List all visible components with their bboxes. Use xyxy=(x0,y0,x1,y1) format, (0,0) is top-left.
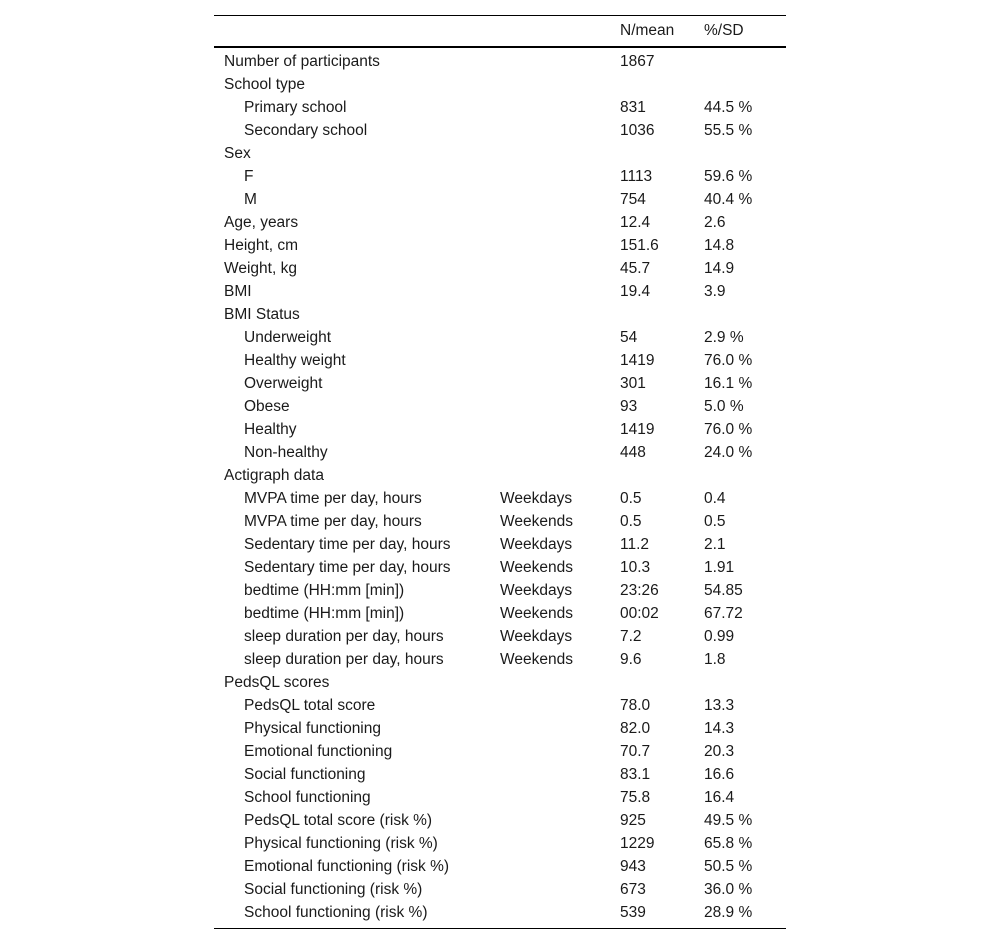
table-row xyxy=(214,717,786,740)
row-n-mean: 75.8 xyxy=(620,789,651,806)
row-sublabel: School functioning (risk %) xyxy=(244,904,428,921)
row-n-mean xyxy=(610,73,694,96)
row-pct-sd: 14.8 xyxy=(704,237,735,254)
table-row xyxy=(214,510,786,533)
row-pct-sd: 1.91 xyxy=(704,559,735,576)
header-n-mean: N/mean xyxy=(620,22,675,39)
table-row xyxy=(214,96,786,119)
row-label: Height, cm xyxy=(224,237,299,254)
row-label: Number of participants xyxy=(224,53,380,70)
row-period xyxy=(490,73,610,96)
row-pct-sd: 65.8 % xyxy=(704,835,753,852)
row-pct-sd: 14.3 xyxy=(704,720,735,737)
row-n-mean: 7.2 xyxy=(620,628,642,645)
table-row xyxy=(214,533,786,556)
row-label: PedsQL scores xyxy=(224,674,330,691)
row-n-mean: 0.5 xyxy=(620,490,642,507)
row-n-mean: 448 xyxy=(620,444,646,461)
row-n-mean: 11.2 xyxy=(620,536,650,553)
row-sublabel: Secondary school xyxy=(244,122,368,139)
row-pct-sd xyxy=(694,671,786,694)
row-period: Weekdays xyxy=(500,628,573,645)
row-sublabel: Sedentary time per day, hours xyxy=(244,536,451,553)
row-period: Weekdays xyxy=(500,490,573,507)
row-period xyxy=(490,280,610,303)
row-sublabel: bedtime (HH:mm [min]) xyxy=(244,605,405,622)
row-pct-sd: 28.9 % xyxy=(704,904,753,921)
row-sublabel: Emotional functioning xyxy=(244,743,393,760)
row-n-mean: 78.0 xyxy=(620,697,651,714)
row-n-mean: 0.5 xyxy=(620,513,642,530)
row-sublabel: M xyxy=(244,191,257,208)
row-period xyxy=(490,878,610,901)
row-sublabel: PedsQL total score xyxy=(244,697,376,714)
row-pct-sd: 5.0 % xyxy=(704,398,744,415)
row-n-mean: 83.1 xyxy=(620,766,651,783)
row-period: Weekends xyxy=(500,559,573,576)
table-row xyxy=(214,47,786,73)
row-sublabel: bedtime (HH:mm [min]) xyxy=(244,582,405,599)
row-label: Actigraph data xyxy=(224,467,324,484)
row-pct-sd: 76.0 % xyxy=(704,352,753,369)
row-period xyxy=(490,671,610,694)
row-period xyxy=(490,717,610,740)
row-period xyxy=(490,257,610,280)
row-label: Weight, kg xyxy=(224,260,297,277)
table-row xyxy=(214,464,786,487)
table-row xyxy=(214,694,786,717)
table-row xyxy=(214,73,786,96)
row-label: Sex xyxy=(224,145,251,162)
row-period xyxy=(490,349,610,372)
row-period xyxy=(490,901,610,929)
row-period xyxy=(490,142,610,165)
row-n-mean xyxy=(610,303,694,326)
table-row xyxy=(214,372,786,395)
row-pct-sd xyxy=(694,142,786,165)
table-body xyxy=(214,47,786,929)
row-n-mean: 54 xyxy=(620,329,638,346)
row-n-mean: 00:02 xyxy=(620,605,659,622)
table-row xyxy=(214,579,786,602)
table-row xyxy=(214,395,786,418)
row-label: BMI xyxy=(224,283,252,300)
table-row xyxy=(214,303,786,326)
header-period xyxy=(490,16,610,48)
row-n-mean: 539 xyxy=(620,904,646,921)
row-sublabel: Sedentary time per day, hours xyxy=(244,559,451,576)
table-row xyxy=(214,763,786,786)
row-pct-sd: 14.9 xyxy=(704,260,735,277)
row-n-mean: 9.6 xyxy=(620,651,642,668)
row-sublabel: Social functioning (risk %) xyxy=(244,881,423,898)
row-n-mean: 943 xyxy=(620,858,646,875)
row-sublabel: Primary school xyxy=(244,99,347,116)
row-pct-sd xyxy=(694,47,786,73)
table-row xyxy=(214,786,786,809)
row-sublabel: Social functioning xyxy=(244,766,366,783)
row-pct-sd: 54.85 xyxy=(704,582,743,599)
row-n-mean xyxy=(610,671,694,694)
row-period xyxy=(490,96,610,119)
row-pct-sd: 2.9 % xyxy=(704,329,744,346)
row-pct-sd: 24.0 % xyxy=(704,444,753,461)
row-period: Weekends xyxy=(500,605,573,622)
table-row xyxy=(214,648,786,671)
row-n-mean: 754 xyxy=(620,191,646,208)
table-row xyxy=(214,119,786,142)
table-header-row xyxy=(214,16,786,48)
table-row xyxy=(214,487,786,510)
row-pct-sd: 13.3 xyxy=(704,697,735,714)
row-period xyxy=(490,303,610,326)
descriptive-statistics-table xyxy=(214,15,786,929)
row-period xyxy=(490,464,610,487)
row-n-mean: 19.4 xyxy=(620,283,651,300)
row-n-mean: 1036 xyxy=(620,122,655,139)
row-pct-sd: 55.5 % xyxy=(704,122,753,139)
row-sublabel: sleep duration per day, hours xyxy=(244,651,444,668)
row-pct-sd: 16.1 % xyxy=(704,375,753,392)
row-sublabel: PedsQL total score (risk %) xyxy=(244,812,433,829)
row-sublabel: School functioning xyxy=(244,789,371,806)
table-row xyxy=(214,878,786,901)
row-n-mean: 12.4 xyxy=(620,214,651,231)
row-period xyxy=(490,763,610,786)
row-period: Weekdays xyxy=(500,536,573,553)
row-pct-sd: 16.4 xyxy=(704,789,735,806)
row-n-mean: 1229 xyxy=(620,835,655,852)
row-sublabel: Physical functioning (risk %) xyxy=(244,835,438,852)
row-period xyxy=(490,418,610,441)
header-pct-sd: %/SD xyxy=(704,22,744,39)
row-n-mean: 925 xyxy=(620,812,646,829)
row-pct-sd: 50.5 % xyxy=(704,858,753,875)
row-sublabel: F xyxy=(244,168,254,185)
row-pct-sd: 67.72 xyxy=(704,605,743,622)
row-n-mean: 1867 xyxy=(620,53,655,70)
table-row xyxy=(214,165,786,188)
row-n-mean: 23:26 xyxy=(620,582,659,599)
row-pct-sd: 1.8 xyxy=(704,651,726,668)
row-pct-sd: 36.0 % xyxy=(704,881,753,898)
row-n-mean: 82.0 xyxy=(620,720,651,737)
table-row xyxy=(214,602,786,625)
row-pct-sd: 49.5 % xyxy=(704,812,753,829)
row-pct-sd: 2.1 xyxy=(704,536,726,553)
table-header xyxy=(214,16,786,48)
row-pct-sd: 3.9 xyxy=(704,283,726,300)
table-row xyxy=(214,441,786,464)
row-pct-sd: 16.6 xyxy=(704,766,735,783)
row-pct-sd: 76.0 % xyxy=(704,421,753,438)
row-n-mean: 70.7 xyxy=(620,743,651,760)
row-sublabel: sleep duration per day, hours xyxy=(244,628,444,645)
row-sublabel: Overweight xyxy=(244,375,323,392)
row-n-mean: 1419 xyxy=(620,352,655,369)
row-n-mean: 301 xyxy=(620,375,646,392)
row-sublabel: MVPA time per day, hours xyxy=(244,490,422,507)
table-row xyxy=(214,234,786,257)
row-pct-sd: 20.3 xyxy=(704,743,735,760)
table-row xyxy=(214,142,786,165)
row-sublabel: Emotional functioning (risk %) xyxy=(244,858,450,875)
row-period: Weekends xyxy=(500,651,573,668)
row-sublabel: MVPA time per day, hours xyxy=(244,513,422,530)
row-n-mean xyxy=(610,142,694,165)
table-row xyxy=(214,188,786,211)
row-period xyxy=(490,165,610,188)
row-period: Weekdays xyxy=(500,582,573,599)
row-period xyxy=(490,234,610,257)
row-period: Weekends xyxy=(500,513,573,530)
row-pct-sd: 40.4 % xyxy=(704,191,753,208)
table-row xyxy=(214,211,786,234)
row-period xyxy=(490,188,610,211)
row-sublabel: Non-healthy xyxy=(244,444,328,461)
table-row xyxy=(214,257,786,280)
row-label: BMI Status xyxy=(224,306,300,323)
row-sublabel: Physical functioning xyxy=(244,720,381,737)
row-period xyxy=(490,441,610,464)
table-row xyxy=(214,349,786,372)
table-row xyxy=(214,671,786,694)
table-row xyxy=(214,625,786,648)
table-row xyxy=(214,556,786,579)
row-period xyxy=(490,211,610,234)
row-period xyxy=(490,395,610,418)
row-n-mean xyxy=(610,464,694,487)
row-pct-sd: 44.5 % xyxy=(704,99,753,116)
row-pct-sd xyxy=(694,464,786,487)
table-row xyxy=(214,326,786,349)
table-row xyxy=(214,901,786,929)
row-n-mean: 1419 xyxy=(620,421,655,438)
row-n-mean: 10.3 xyxy=(620,559,651,576)
row-period xyxy=(490,786,610,809)
table-row xyxy=(214,280,786,303)
table-row xyxy=(214,418,786,441)
row-label: Age, years xyxy=(224,214,299,231)
row-pct-sd: 2.6 xyxy=(704,214,726,231)
row-period xyxy=(490,694,610,717)
table-row xyxy=(214,832,786,855)
row-sublabel: Healthy xyxy=(244,421,297,438)
descriptive-statistics-table-container xyxy=(214,15,786,929)
row-n-mean: 673 xyxy=(620,881,646,898)
row-period xyxy=(490,326,610,349)
row-n-mean: 45.7 xyxy=(620,260,651,277)
row-sublabel: Obese xyxy=(244,398,290,415)
row-pct-sd: 0.99 xyxy=(704,628,735,645)
row-n-mean: 151.6 xyxy=(620,237,659,254)
header-variable xyxy=(214,16,490,48)
row-period xyxy=(490,47,610,73)
row-period xyxy=(490,119,610,142)
row-period xyxy=(490,372,610,395)
row-pct-sd: 0.5 xyxy=(704,513,726,530)
table-row xyxy=(214,855,786,878)
row-n-mean: 831 xyxy=(620,99,646,116)
row-period xyxy=(490,832,610,855)
row-n-mean: 1113 xyxy=(620,168,653,185)
row-pct-sd: 59.6 % xyxy=(704,168,753,185)
row-period xyxy=(490,855,610,878)
row-pct-sd xyxy=(694,73,786,96)
row-pct-sd: 0.4 xyxy=(704,490,726,507)
row-period xyxy=(490,740,610,763)
row-sublabel: Healthy weight xyxy=(244,352,346,369)
table-row xyxy=(214,809,786,832)
row-n-mean: 93 xyxy=(620,398,638,415)
row-period xyxy=(490,809,610,832)
row-pct-sd xyxy=(694,303,786,326)
row-label: School type xyxy=(224,76,305,93)
row-sublabel: Underweight xyxy=(244,329,332,346)
table-row xyxy=(214,740,786,763)
